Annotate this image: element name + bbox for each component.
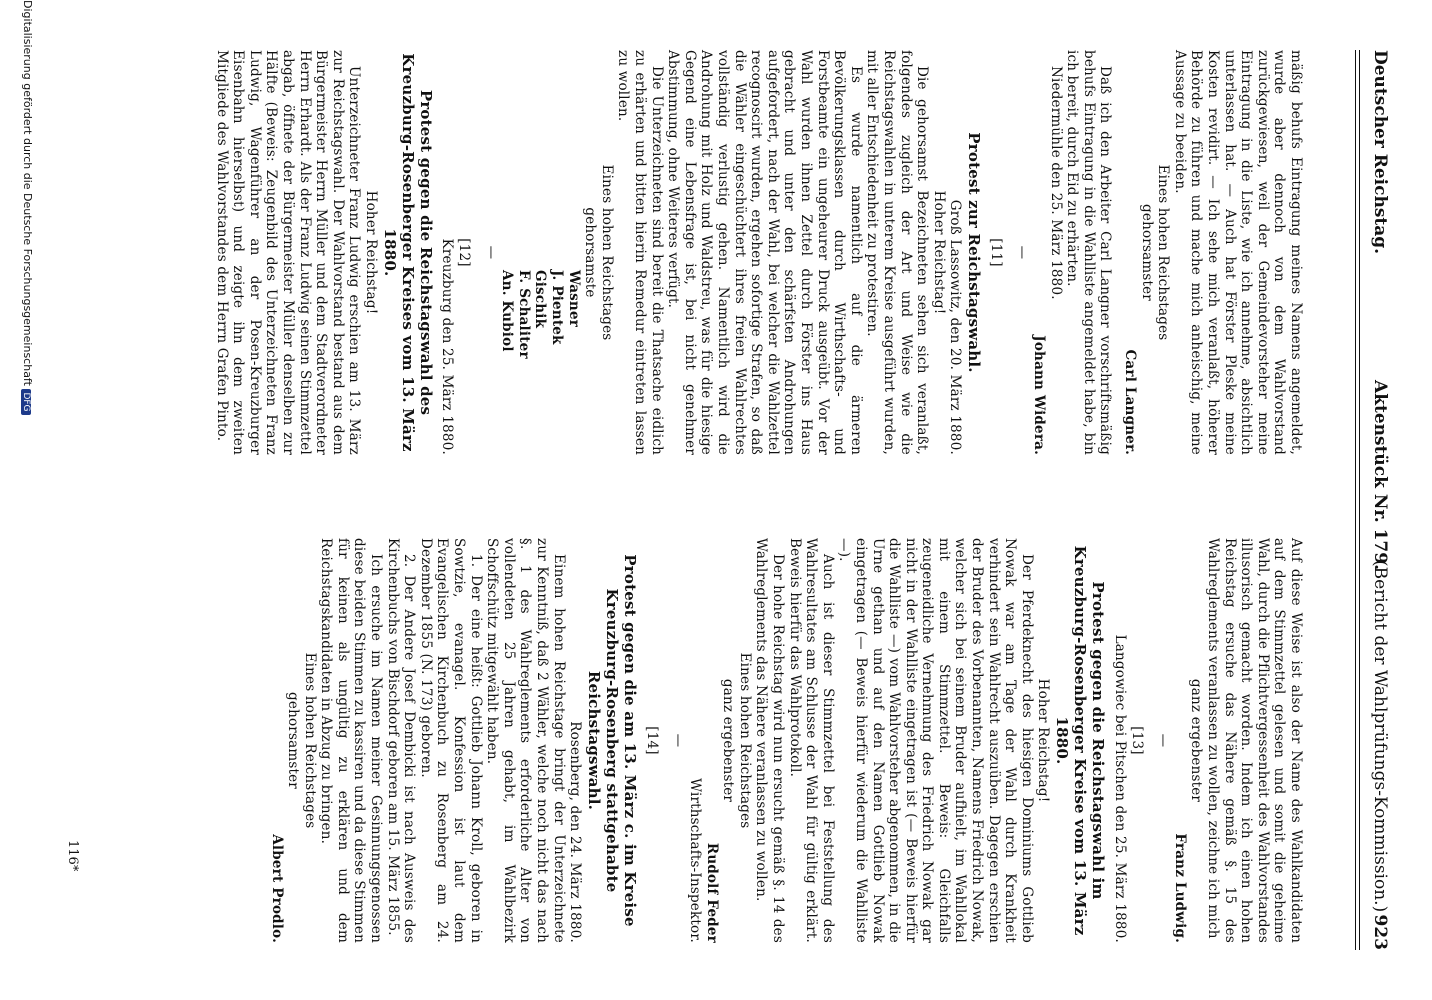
closing: ganz ergebenster bbox=[1188, 678, 1205, 803]
signer-list bbox=[499, 50, 582, 455]
header-left: Deutscher Reichstag. bbox=[1370, 50, 1390, 255]
paragraph: Einem hohen Reichstage bringt der Unterzeichnete zur Kenntniß, daß 2 Wähler, welche noch nicht das nach §. 1 des Wahlreglements erforderliche Alter von vollendeten 25 Jahren gehabt, im Wahlbezirk Schoffschütz mitgewählt haben. bbox=[484, 538, 567, 943]
signer: An. Kubiol bbox=[499, 270, 516, 352]
paragraph: Es wurde namentlich auf die ärmeren Bevölkerungsklassen durch Wirthschafts- und Forstbeamte ein ungeheurer Druck ausgeübt. Vor der Wahl wurden ihnen Zettel durch Förster ins Haus gebracht und unter den schärfsten Androhungen aufgefordert, nach der Wahl, bei welcher die Wahlzettel recognoscirt wurden, ergehen sofortige Strafen, so daß die Wähler eingeschüchtert ihres freien Wahlrechtes vollständig verlustig gehen. Namentlich wird die Androhung mit Holz und Waldstreu, was für die hiesige Gegend eine Lebensfrage ist, bei nicht genehmer Abstimmung, ohne Weiteres verfügt. bbox=[665, 50, 864, 455]
closing: Eines hohen Reichstages bbox=[301, 652, 318, 829]
paragraph: Die gehorsamst Bezeichneten sehen sich veranlaßt, folgendes zugleich der Art und Weise wie die Reichstagswahlen in unterem Kreise ausgeführt wurden, mit aller Entschiedenheit zu protestiren. bbox=[864, 50, 931, 455]
right-column bbox=[268, 538, 1304, 943]
closing: gehorsamste bbox=[582, 207, 599, 298]
signature: Albert Prodlo. bbox=[268, 834, 285, 943]
page-footer-number: 116* bbox=[65, 840, 80, 872]
paragraph: Auf diese Weise ist also der Name des Wahlkandidaten auf dem Stimmzettel gelesen und somit die geheime Wahl, durch die Pflichtvergessenheit des Wahlvorstandes illusorisch gemacht worden. Indem ich einen hohen Reichstag ersuche das Nähere gemäß §. 15 des Wahlreglements veranlassen zu wollen, zeichne ich mich bbox=[1205, 538, 1304, 943]
place-date: Langowiec bei Pitschen den 25. März 1880. bbox=[1112, 634, 1129, 943]
section-number: [11] bbox=[987, 238, 1004, 267]
page-header bbox=[1360, 50, 1390, 950]
signer: Wasner bbox=[565, 270, 582, 328]
closing: gehorsamster bbox=[285, 692, 302, 789]
section-heading: Protest gegen die Reichstagswahl im Kreuzburg-Rosenberger Kreise vom 13. März 1880. bbox=[1053, 545, 1108, 936]
header-page-number: 923 bbox=[1370, 914, 1390, 950]
signature: Rudolf Feder bbox=[703, 842, 720, 943]
section-heading: Protest gegen die Reichstagswahl des Kreuzburg-Rosenberger Kreises vom 13. März 1880. bbox=[380, 53, 435, 452]
paragraph: Unterzeichneter Franz Ludwig erschien am 13. März zur Reichstagswahl. Der Wahlvorstand bestand aus dem Bürgermeister Herrn Müller und dem Stadtverordneter Herrn Erhardt. Als der Franz Ludwig seinen Stimmzettel abgab, öffnete der Bürgermeister Müller denselben zur Hälfte (Beweis: Zeugenbild des Unterzeichneten Franz Ludwig, Wagenführer an der Posen-Kreuzburger Eisenbahn hierselbst) und zeigte ihn dem zweiten Mitgliede des Wahlvorstandes dem Herrn Grafen Pinto. bbox=[213, 50, 363, 455]
digitization-credit bbox=[21, 0, 34, 700]
credit-text: Digitalisierung gefördert durch die Deutsche Forschungsgemeinschaft bbox=[21, 0, 34, 386]
separator: — bbox=[670, 733, 687, 748]
paragraph: mäßig behufs Eintragung meines Namens angemeldet, wurde aber dennoch von dem Wahlvorstand zurückgewiesen, weil der Gemeindevorsteher meine Eintragung in die Liste, wie ich annehme, absichtlich unterlassen hat. — Auch hat Förster Pleske meine Kosten revidirt. — Ich sehe mich veranlaßt, höherer Behörde zu führen und mache mich anheischig, meine Aussage zu beeiden. bbox=[1171, 50, 1304, 455]
separator: — bbox=[1014, 245, 1031, 260]
header-center: Aktenstück Nr. 179. bbox=[1370, 380, 1390, 571]
paragraph: 2. Der Andere Josef Dembicki ist nach Ausweis des Kirchenbuchs von Bischdorf geboren am 15. März 1855. bbox=[384, 538, 418, 943]
section-heading: Protest zur Reichstagswahl. bbox=[965, 132, 984, 373]
section-heading: Protest gegen die am 13. März c. im Kreise Kreuzburg-Rosenberg stattgehabte Reichstagswahl. bbox=[585, 554, 640, 927]
place-date: Kreuzburg den 25. März 1880. bbox=[439, 238, 456, 455]
dfg-logo-badge: DFG bbox=[21, 389, 31, 414]
signature-title: Wirthschafts-Inspektor. bbox=[687, 778, 703, 943]
paragraph: Ich ersuche im Namen meiner Gesinnungsgenossen diese beiden Stimmen zu kassiren und da diese Stimmen für keinen als ungültig zu erklären und dem Reichstagskandidaten in Abzug zu bringen. bbox=[318, 538, 385, 943]
separator: — bbox=[482, 245, 499, 260]
header-rule bbox=[1359, 50, 1360, 950]
signature: Carl Langner. bbox=[1122, 349, 1139, 455]
section-number: [12] bbox=[456, 238, 473, 267]
paragraph: Die Unterzeichneten sind bereit die Thatsache eidlich zu erhärten und bitten hierin Remedur eintreten lassen zu wollen. bbox=[615, 50, 665, 455]
salutation: Hoher Reichstag! bbox=[930, 190, 947, 315]
signer: J. Pientek bbox=[549, 270, 566, 345]
paragraph: Daß ich den Arbeiter Carl Langner vorschriftsmäßig behufs Eintragung in die Wahlliste angemeldet habe, bin ich bereit, durch Eid zu erhärten. bbox=[1064, 50, 1114, 455]
place-date: Rosenberg, den 24. März 1880. bbox=[567, 721, 584, 943]
salutation: Hoher Reichstag! bbox=[362, 190, 379, 315]
left-column bbox=[213, 50, 1304, 455]
signer: F. Schaliter bbox=[515, 270, 532, 359]
paragraph: Der hohe Reichstag wird nun ersucht gemäß §. 14 des Wahlreglements das Nähere veranlassen zu wollen. bbox=[753, 538, 786, 943]
section-number: [13] bbox=[1128, 726, 1145, 755]
signature: Johann Widera. bbox=[1031, 335, 1048, 455]
closing: gehorsamster bbox=[1138, 204, 1155, 301]
paragraph: 1. Der eine heißt: Gottlieb Johann Kroll, geboren in Sowtzie, evanagel. Konfession ist laut dem Evangelischen Kirchenbuch zu Rosenberg am 24. Dezember 1855 (N. 173) geboren. bbox=[417, 538, 484, 943]
separator: — bbox=[1155, 733, 1172, 748]
closing: Eines hohen Reichstages bbox=[1155, 164, 1172, 341]
place-date: Groß Lassowitz, den 20. März 1880. bbox=[947, 199, 964, 455]
header-right: (Bericht der Wahlprüfungs-Kommission.) bbox=[1370, 560, 1390, 913]
closing: Eines hohen Reichstages bbox=[736, 652, 753, 829]
header-rule-2 bbox=[1355, 50, 1356, 950]
signer: Gischik bbox=[532, 270, 549, 329]
section-number: [14] bbox=[643, 726, 660, 755]
signature: Franz Ludwig. bbox=[1171, 833, 1188, 943]
salutation: Hoher Reichstag! bbox=[1035, 678, 1052, 803]
paragraph: Auch ist dieser Stimmzettel bei Feststellung des Wahlresultates am Schlusse der Wahl für gültig erklärt. Beweis hierfür das Wahlprotokoll. bbox=[786, 538, 836, 943]
closing: ganz ergebenster bbox=[720, 678, 737, 803]
place-date: Niedermühle den 25. März 1880. bbox=[1047, 66, 1064, 300]
closing: Eines hohen Reichstages bbox=[598, 164, 615, 341]
paragraph: Der Pferdeknecht des hiesigen Dominiums Gottlieb Nowak war am Tage der Wahl durch Krankheit verhindert sein Wahlrecht auszuüben. Dagegen erschien der Bruder des Vorbenannten, Namens Friedrich Nowak, welcher sich bei seinem Bruder aufhielt, im Wahllokal mit einem Stimmzettel. Beweis: Gleichfalls zeugeneidliche Vernehmung des Friedrich Nowak gar nicht in der Wahlliste eingetragen ist (— Beweis hierfür die Wahlliste —) vom Wahlvorsteher abgenommen, in die Urne gethan und auf den Namen Gottlieb Nowak eingetragen (— Beweis hierfür wiederum die Wahlliste —). bbox=[836, 538, 1035, 943]
